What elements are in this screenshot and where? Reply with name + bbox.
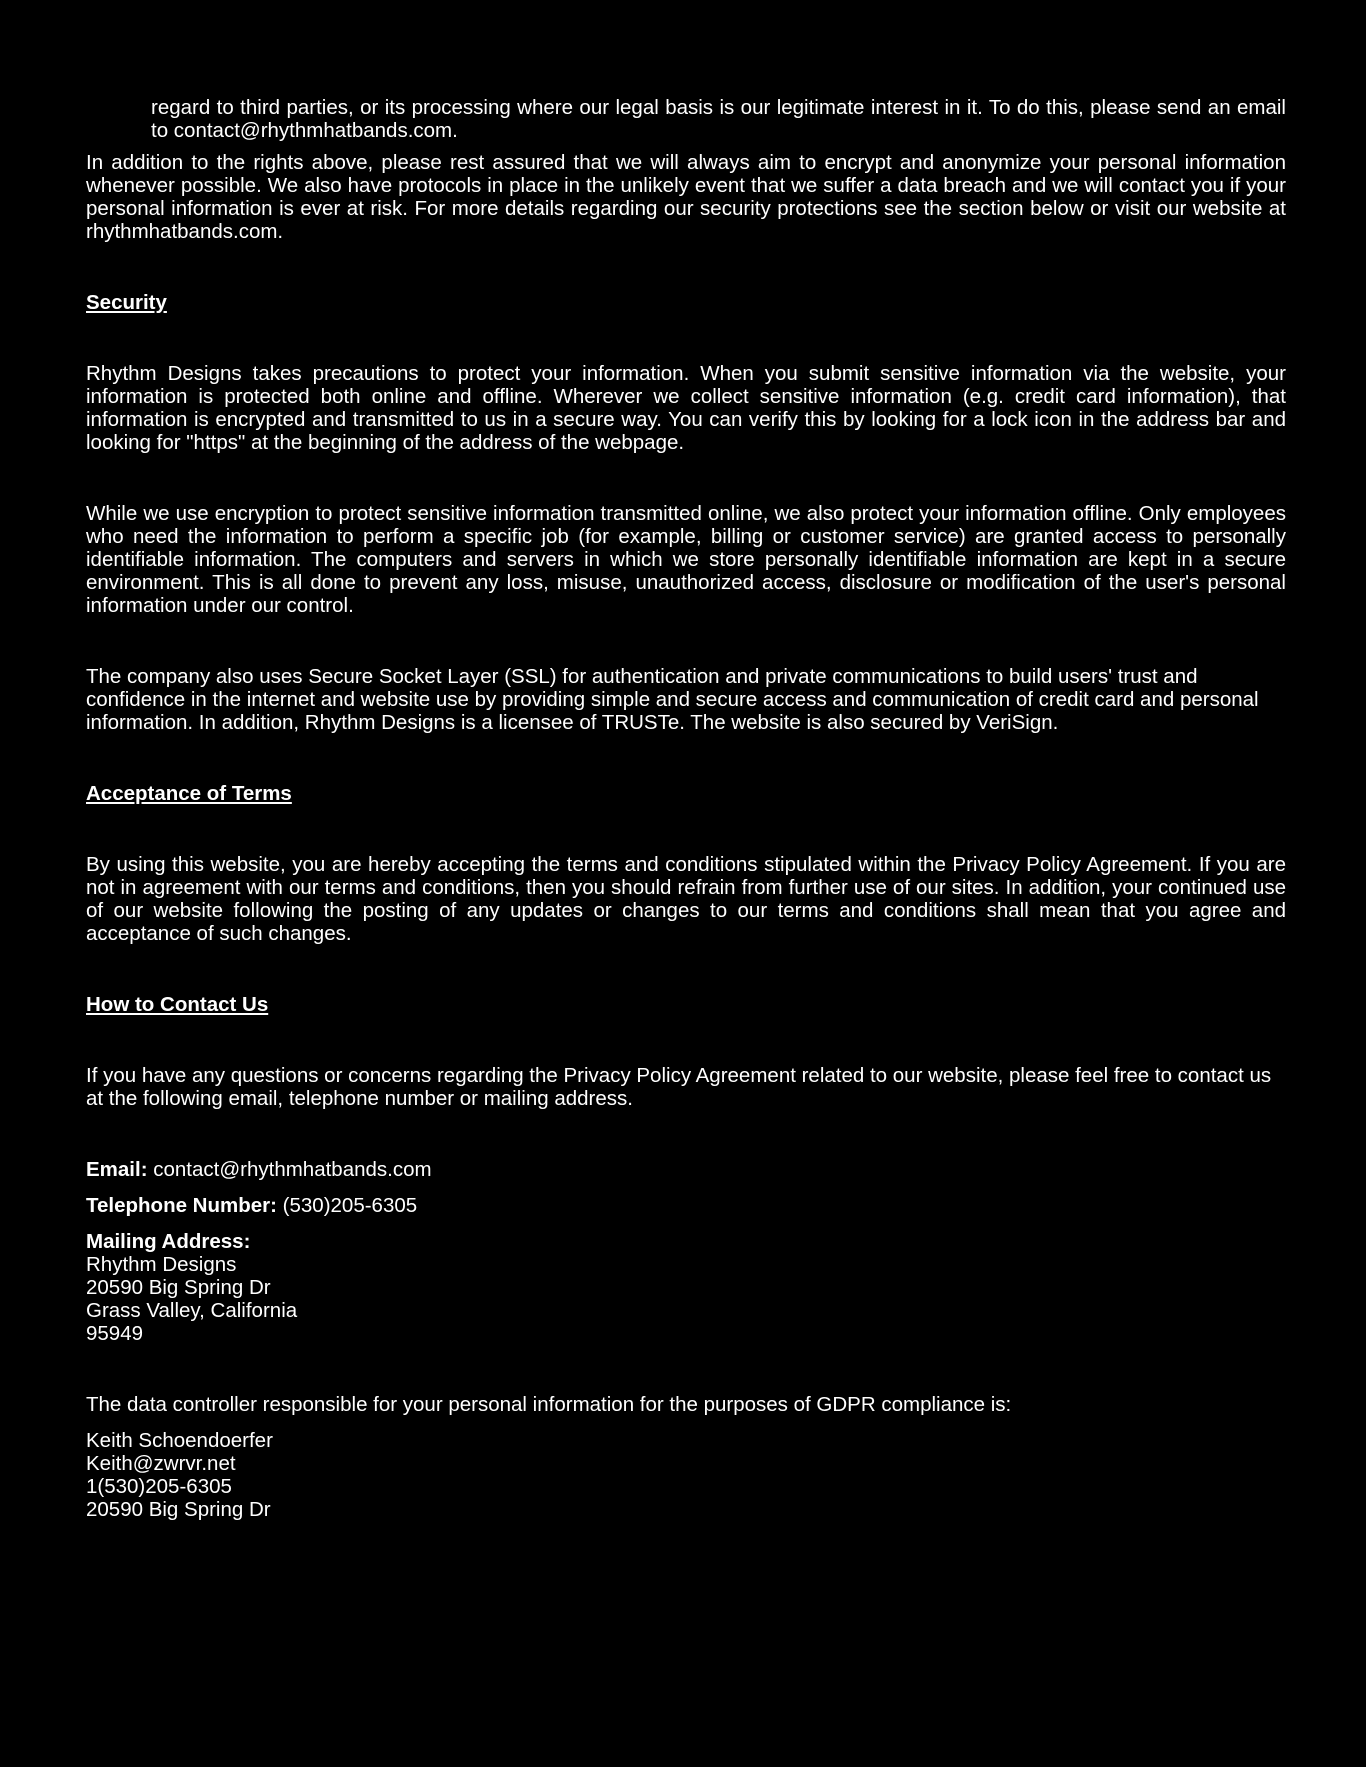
- email-label: Email:: [86, 1158, 148, 1181]
- controller-line: 20590 Big Spring Dr: [86, 1498, 271, 1521]
- controller-intro: The data controller responsible for your personal information for the purposes of GDPR compliance is:: [86, 1393, 1012, 1416]
- security-paragraph-2: While we use encryption to protect sensitive information transmitted online, we also protect your information offline. Only employees who need the information to perform a specific job (for example, billing or customer service) are granted access to personally identifiable information. The computers and servers in which we store personally identifiable information are kept in a secure environment. This is all done to prevent any loss, misuse, unauthorized access, disclosure or modification of the user's personal information under our control.: [86, 502, 1286, 617]
- controller-line: Keith Schoendoerfer: [86, 1429, 273, 1452]
- acceptance-paragraph: By using this website, you are hereby accepting the terms and conditions stipulated within the Privacy Policy Agreement. If you are not in agreement with our terms and conditions, then you should refrain from further use of our sites. In addition, your continued use of our website following the posting of any updates or changes to our terms and conditions shall mean that you agree and acceptance of such changes.: [86, 853, 1286, 945]
- controller-line: 1(530)205-6305: [86, 1475, 232, 1498]
- security-paragraph-3: The company also uses Secure Socket Layer (SSL) for authentication and private communications to build users' trust and confidence in the internet and website use by providing simple and secure access and communication of credit card and personal information. In addition, Rhythm Designs is a licensee of TRUSTe. The website is also secured by VeriSign.: [86, 665, 1259, 734]
- controller-line: Keith@zwrvr.net: [86, 1452, 236, 1475]
- controller-details: [86, 1429, 1286, 1521]
- contact-heading: How to Contact Us: [86, 993, 269, 1016]
- encryption-paragraph: In addition to the rights above, please rest assured that we will always aim to encrypt and anonymize your personal information whenever possible. We also have protocols in place in the unlikely event that we suffer a data breach and we will contact you if your personal information is ever at risk. For more details regarding our security protections see the section below or visit our website at rhythmhatbands.com.: [86, 151, 1286, 243]
- phone-value: (530)205-6305: [282, 1194, 418, 1217]
- contact-paragraph: If you have any questions or concerns regarding the Privacy Policy Agreement related to our website, please feel free to contact us at the following email, telephone number or mailing address.: [86, 1064, 1272, 1110]
- security-paragraph-1: Rhythm Designs takes precautions to protect your information. When you submit sensitive information via the website, your information is protected both online and offline. Wherever we collect sensitive information (e.g. credit card information), that information is encrypted and transmitted to us in a secure way. You can verify this by looking for a lock icon in the address bar and looking for "https" at the beginning of the address of the webpage.: [86, 362, 1286, 454]
- address-line: Grass Valley, California: [86, 1299, 298, 1322]
- address-line: 20590 Big Spring Dr: [86, 1276, 271, 1299]
- privacy-policy-content: [86, 96, 1286, 1521]
- mailing-address: [86, 1230, 1286, 1345]
- address-label: Mailing Address:: [86, 1230, 251, 1253]
- email-value: contact@rhythmhatbands.com: [153, 1158, 432, 1181]
- address-line: Rhythm Designs: [86, 1253, 237, 1276]
- contact-email: [86, 1158, 1286, 1181]
- security-heading: Security: [86, 291, 167, 314]
- phone-label: Telephone Number:: [86, 1194, 277, 1217]
- rights-list-item-continued: regard to third parties, or its processing where our legal basis is our legitimate interest in it. To do this, please send an email to contact@rhythmhatbands.com.: [151, 96, 1286, 142]
- acceptance-heading: Acceptance of Terms: [86, 782, 292, 805]
- contact-phone: [86, 1194, 1286, 1217]
- address-line: 95949: [86, 1322, 144, 1345]
